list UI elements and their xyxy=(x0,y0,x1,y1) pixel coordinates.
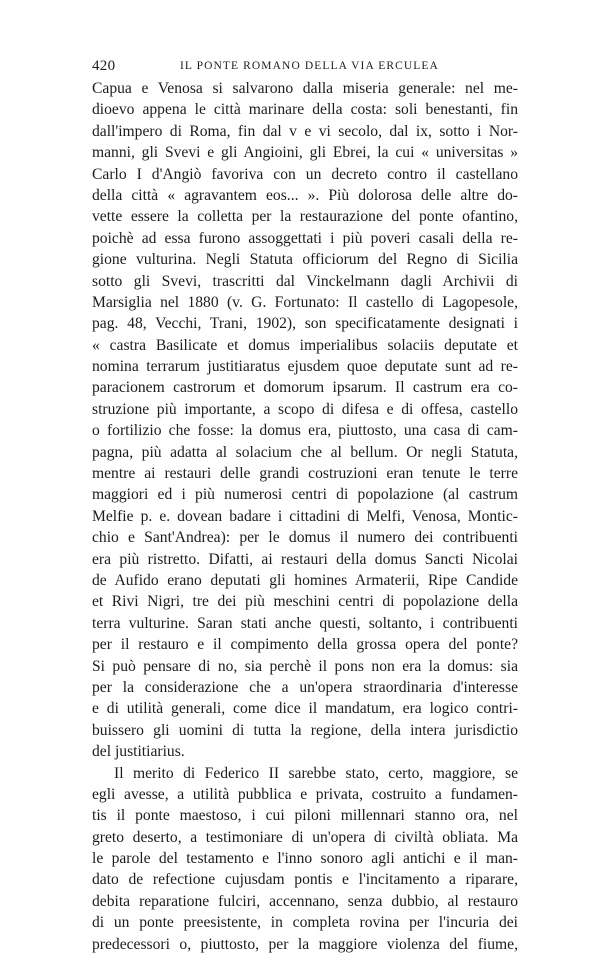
text-line: poichè ad essa furono assoggettati i più poveri casali della re- xyxy=(92,229,518,247)
text-line: dato de refectione cujusdam pontis e l'incitamento a riparare, xyxy=(92,871,518,889)
text-line: per il restauro e il compimento della grossa opera del ponte? xyxy=(92,636,518,654)
text-line: maggiori ed i più numerosi centri di popolazione (al castrum xyxy=(92,486,518,504)
text-line: Carlo I d'Angiò favoriva con un decreto contro il castellano xyxy=(92,165,518,183)
text-line: dioevo appena le città marinare della costa: soli benestanti, fin xyxy=(92,101,518,119)
text-line: pagna, più adatta al solacium che al bellum. Or negli Statuta, xyxy=(92,443,518,461)
page-number: 420 xyxy=(92,58,116,74)
body-text xyxy=(92,78,518,955)
text-line: Il merito di Federico II sarebbe stato, certo, maggiore, se xyxy=(114,764,518,782)
text-line: buissero gli uomini di tutta la regione, della intera jurisdictio xyxy=(92,721,518,739)
text-line: e di utilità generali, come dice il mandatum, era logico contri- xyxy=(92,700,518,718)
text-line: pag. 48, Vecchi, Trani, 1902), son specificatamente designati i xyxy=(92,315,518,333)
text-line: Melfie p. e. dovean badare i cittadini di Melfi, Venosa, Montic- xyxy=(92,507,518,525)
text-line: del justitiarius. xyxy=(92,743,185,761)
text-line: paracionem castrorum et domorum ipsarum. Il castrum era co- xyxy=(92,379,518,397)
text-line: et Rivi Nigri, tre dei più meschini centri di popolazione della xyxy=(92,593,518,611)
text-line: o fortilizio che fosse: la domus era, piuttosto, una casa di cam- xyxy=(92,422,518,440)
text-line: le parole del testamento e l'inno sonoro agli antichi e il man- xyxy=(92,850,518,868)
text-line: per la considerazione che a un'opera straordinaria d'interesse xyxy=(92,678,518,696)
text-line: gione vulturina. Negli Statuta officiorum del Regno di Sicilia xyxy=(92,251,518,269)
text-line: debita reparatione fulciri, accennano, senza dubbio, al restauro xyxy=(92,892,518,910)
text-line: predecessori o, piuttosto, per la maggiore violenza del fiume, xyxy=(92,935,518,953)
text-line: « castra Basilicate et domus imperialibus solaciis deputate et xyxy=(92,336,518,354)
text-line: terra vulturine. Saran stati anche questi, soltanto, i contribuenti xyxy=(92,614,518,632)
text-line: manni, gli Svevi e gli Angioini, gli Ebrei, la cui « universitas » xyxy=(92,144,518,162)
text-line: greto deserto, a testimoniare di un'opera di civiltà obliata. Ma xyxy=(92,828,518,846)
text-line: era più ristretto. Difatti, ai restauri della domus Sancti Nicolai xyxy=(92,550,518,568)
text-line: chio e Sant'Andrea): per le domus il numero dei contribuenti xyxy=(92,529,518,547)
text-line: mentre ai restauri delle grandi costruzioni eran tenute le terre xyxy=(92,465,518,483)
text-line: dall'impero di Roma, fin dal v e vi secolo, dal ix, sotto i Nor- xyxy=(92,122,518,140)
text-line: di un ponte preesistente, in completa rovina per l'incuria dei xyxy=(92,914,518,932)
text-line: della città « agravantem eos... ». Più dolorosa delle altre do- xyxy=(92,186,518,204)
text-line: Capua e Venosa si salvarono dalla miseria generale: nel me- xyxy=(92,80,518,97)
text-line: struzione più importante, a scopo di difesa e di offesa, castello xyxy=(92,400,518,418)
text-line: Si può pensare di no, sia perchè il pons non era la domus: sia xyxy=(92,657,518,675)
text-line: Marsiglia nel 1880 (v. G. Fortunato: Il castello di Lagopesole, xyxy=(92,293,518,311)
text-line: de Aufido erano deputati gli homines Armaterii, Ripe Candide xyxy=(92,571,518,589)
page-header xyxy=(92,58,518,76)
text-line: nomina terrarum justitiaratus ejusdem quoe deputate sunt ad re- xyxy=(92,358,518,376)
text-line: tis il ponte maestoso, i cui piloni millennari stanno ora, nel xyxy=(92,807,518,825)
text-line: egli avesse, a utilità pubblica e privata, costruito a fundamen- xyxy=(92,785,518,803)
text-line: vette essere la colletta per la restaurazione del ponte ofantino, xyxy=(92,208,518,226)
text-line: sotto gli Svevi, trascritti dal Vinckelmann dagli Archivii di xyxy=(92,272,518,290)
running-title: IL PONTE ROMANO DELLA VIA ERCULEA xyxy=(180,60,439,72)
